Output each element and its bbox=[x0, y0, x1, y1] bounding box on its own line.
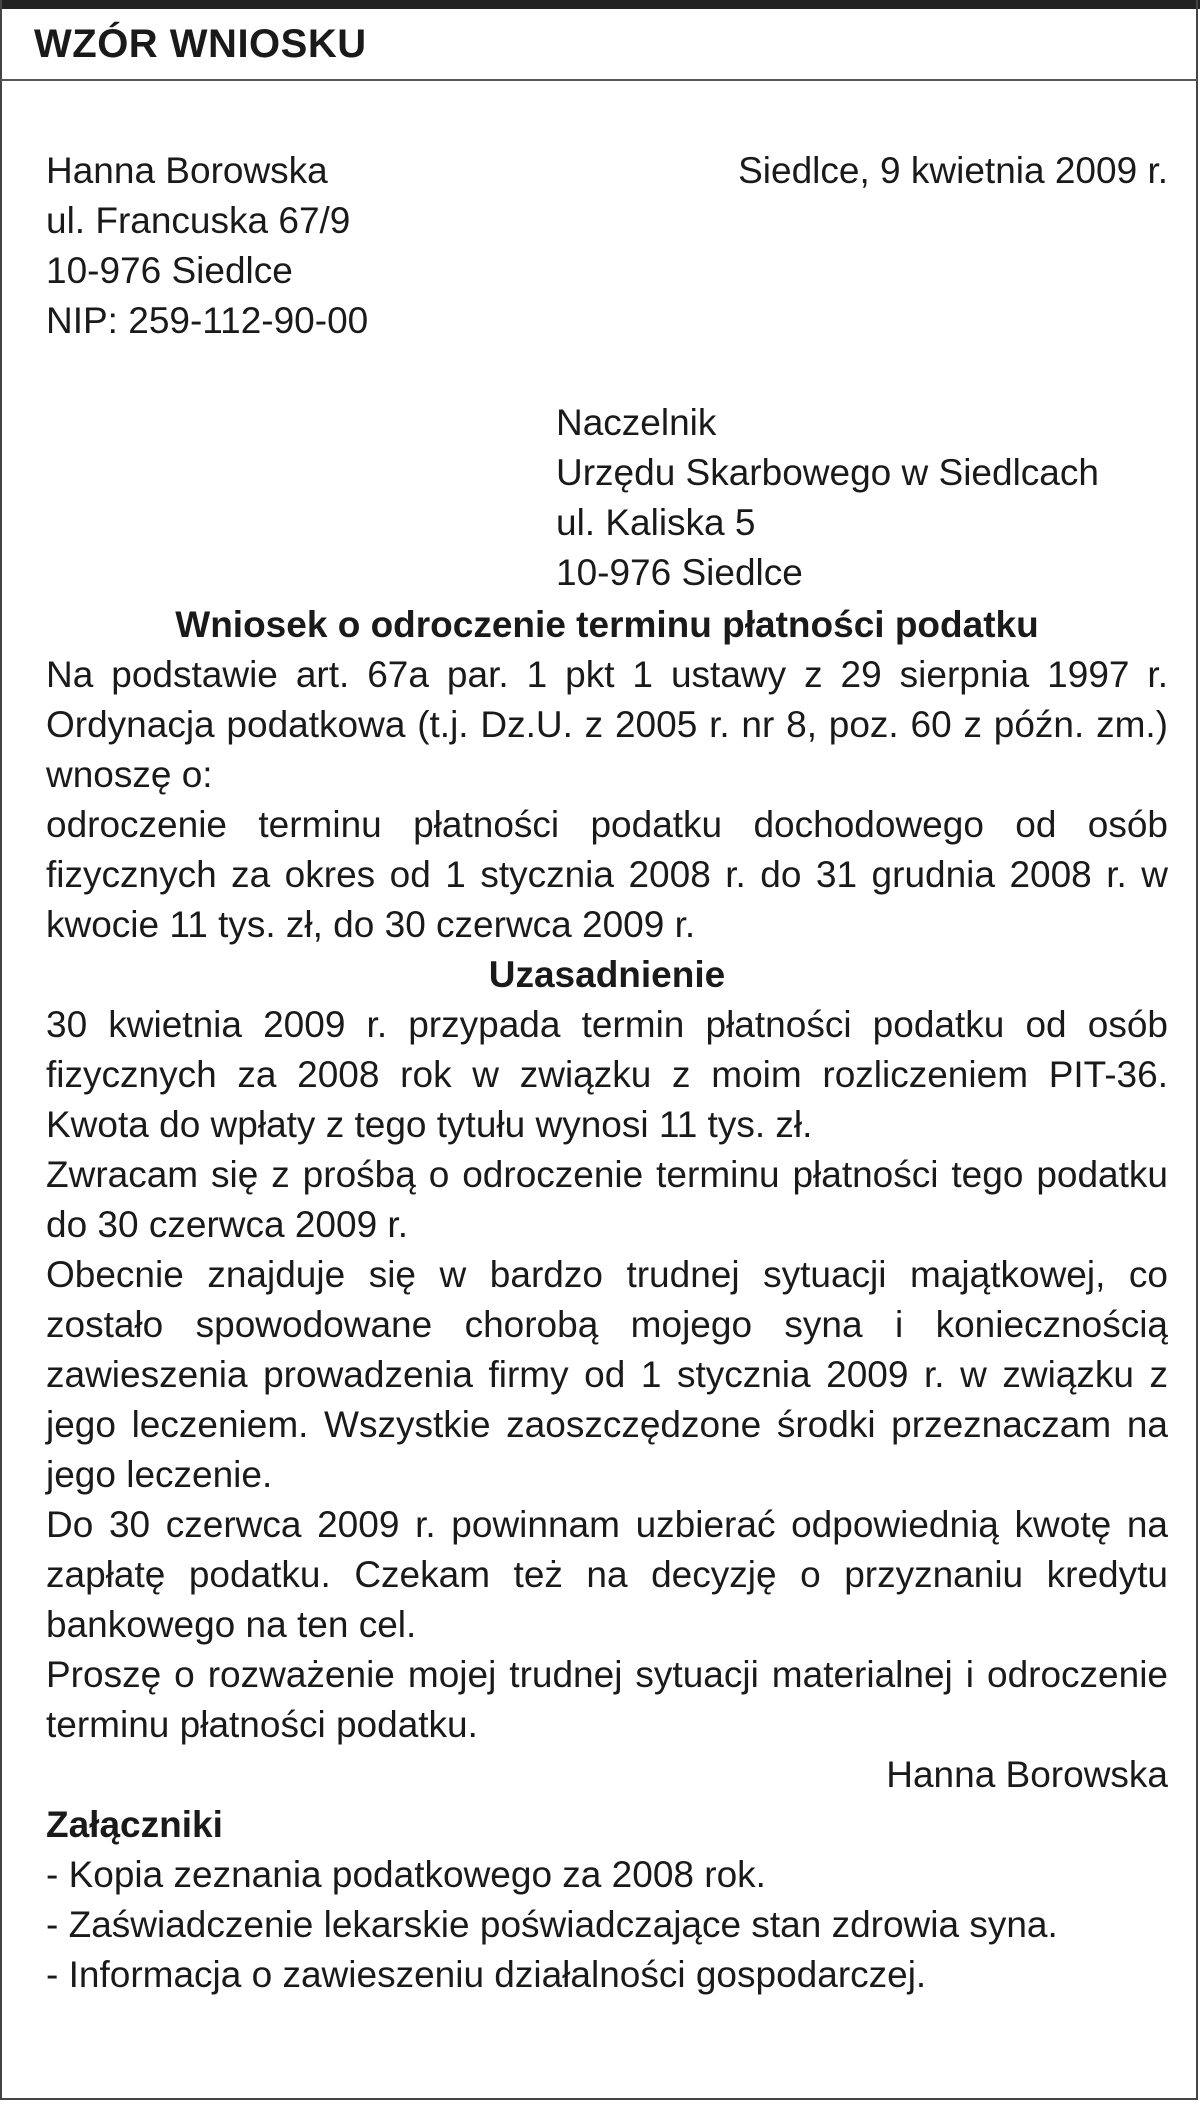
letter-body bbox=[46, 146, 1168, 2000]
legal-basis-paragraph: Na podstawie art. 67a par. 1 pkt 1 ustawy z 29 sierpnia 1997 r. Ordynacja podatkowa (t.j. Dz.U. z 2005 r. nr 8, poz. 60 z późn. zm.) wnoszę o: bbox=[46, 654, 1168, 795]
justification-paragraph: Proszę o rozważenie mojej trudnej sytuacji materialnej i odroczenie terminu płatności podatku. bbox=[46, 1654, 1168, 1745]
attachment-item: - Kopia zeznania podatkowego za 2008 rok. bbox=[46, 1854, 766, 1895]
request-body-paragraph: odroczenie terminu płatności podatku dochodowego od osób fizycznych za okres od 1 stycznia 2008 r. do 31 grudnia 2008 r. w kwocie 11 tys. zł, do 30 czerwca 2009 r. bbox=[46, 804, 1168, 945]
sender-name: Hanna Borowska bbox=[46, 150, 328, 191]
sender-street: ul. Francuska 67/9 bbox=[46, 200, 351, 241]
justification-paragraph: Obecnie znajduje się w bardzo trudnej sytuacji majątkowej, co zostało spowodowane chorobą mojego syna i koniecznością zawieszenia prowadzenia firmy od 1 stycznia 2009 r. w związku z jego leczeniem. Wszystkie zaoszczędzone środki przeznaczam na jego leczenie. bbox=[46, 1254, 1168, 1495]
justification-heading: Uzasadnienie bbox=[488, 954, 726, 995]
recipient-line-4: 10-976 Siedlce bbox=[556, 552, 803, 593]
recipient-address bbox=[556, 398, 1168, 598]
attachments-heading: Załączniki bbox=[46, 1804, 223, 1845]
document-title: Wniosek o odroczenie terminu płatności podatku bbox=[175, 604, 1039, 645]
justification-paragraph: Zwracam się z prośbą o odroczenie terminu płatności tego podatku do 30 czerwca 2009 r. bbox=[46, 1154, 1168, 1245]
recipient-line-1: Naczelnik bbox=[556, 402, 717, 443]
sender-address bbox=[46, 146, 368, 346]
sender-nip: NIP: 259-112-90-00 bbox=[46, 300, 369, 341]
justification-paragraph: 30 kwietnia 2009 r. przypada termin płatności podatku od osób fizycznych za 2008 rok w związku z moim rozliczeniem PIT-36. Kwota do wpłaty z tego tytułu wynosi 11 tys. zł. bbox=[46, 1004, 1168, 1145]
justification-paragraph: Do 30 czerwca 2009 r. powinnam uzbierać odpowiednią kwotę na zapłatę podatku. Czekam też na decyzję o przyznaniu kredytu bankowego na ten cel. bbox=[46, 1504, 1168, 1645]
letter-top-row bbox=[46, 146, 1168, 346]
recipient-line-3: ul. Kaliska 5 bbox=[556, 502, 756, 543]
page-title: WZÓR WNIOSKU bbox=[34, 22, 367, 66]
attachments-list bbox=[46, 1850, 1168, 2000]
sender-city: 10-976 Siedlce bbox=[46, 250, 293, 291]
recipient-line-2: Urzędu Skarbowego w Siedlcach bbox=[556, 452, 1099, 493]
attachment-item: - Informacja o zawieszeniu działalności gospodarczej. bbox=[46, 1954, 927, 1995]
signature: Hanna Borowska bbox=[886, 1754, 1168, 1795]
header-band bbox=[0, 9, 1198, 81]
place-and-date: Siedlce, 9 kwietnia 2009 r. bbox=[738, 150, 1168, 191]
attachment-item: - Zaświadczenie lekarskie poświadczające stan zdrowia syna. bbox=[46, 1904, 1058, 1945]
